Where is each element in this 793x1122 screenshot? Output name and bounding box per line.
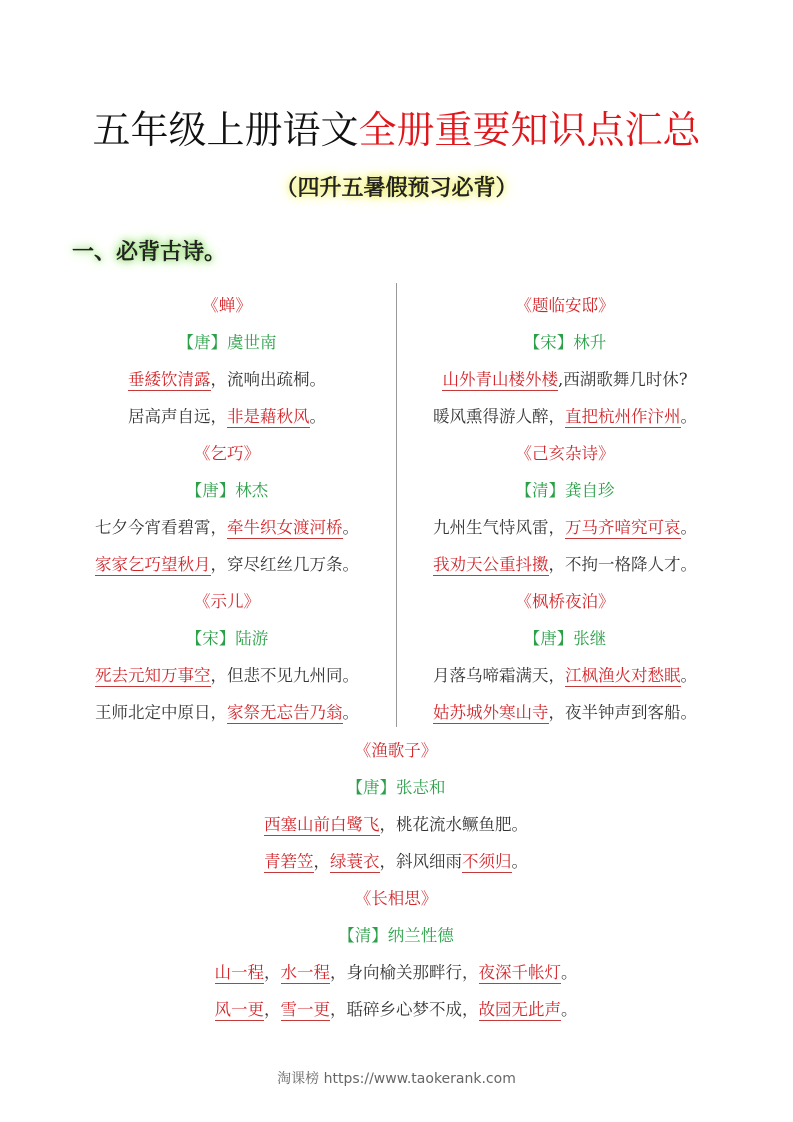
poem-text: ，不拘一格降人才。	[548, 555, 697, 574]
poem-text: 九州生气恃风雷，	[433, 518, 565, 537]
poem-text: ，	[313, 852, 330, 871]
poem-author: 【唐】张志和	[346, 778, 446, 797]
key-phrase: 家祭无忘告乃翁	[227, 703, 343, 722]
poem-text: 暖风熏得游人醉，	[433, 407, 565, 426]
poem-author: 【清】龚自珍	[515, 481, 615, 500]
poem-line	[96, 806, 696, 843]
key-phrase: 西塞山前白鹭飞	[264, 815, 380, 834]
poem-block	[400, 287, 730, 435]
poem-title: 《示儿》	[194, 592, 260, 611]
poem-column-left	[62, 287, 392, 731]
poem-text: 。	[561, 1000, 578, 1019]
poem-line	[62, 657, 392, 694]
poem-text: 。	[309, 407, 326, 426]
poem-text: ，聒碎乡心梦不成，	[330, 1000, 479, 1019]
poem-text: 。	[680, 518, 697, 537]
poem-line	[400, 694, 730, 731]
poem-block	[62, 435, 392, 583]
poem-text: 。	[342, 703, 359, 722]
poem-text: 七夕今宵看碧霄，	[95, 518, 227, 537]
subtitle: （四升五暑假预习必背）	[275, 175, 518, 201]
key-phrase: 我劝天公重抖擞	[433, 555, 549, 574]
poem-text: 。	[680, 666, 697, 685]
poem-author: 【清】纳兰性德	[338, 926, 454, 945]
key-phrase: 非是藉秋风	[227, 407, 310, 426]
poem-text: 居高声自远，	[128, 407, 227, 426]
poem-text: ，身向榆关那畔行，	[330, 963, 479, 982]
poem-block	[96, 732, 696, 880]
key-phrase: 家家乞巧望秋月	[95, 555, 211, 574]
key-phrase: 风一更	[214, 1000, 264, 1019]
poem-text: ，穿尽红丝几万条。	[210, 555, 359, 574]
page-title	[0, 104, 793, 156]
poem-author: 【宋】林升	[523, 333, 607, 352]
key-phrase: 青箬笠	[264, 852, 314, 871]
poem-author: 【唐】虞世南	[177, 333, 277, 352]
poem-title: 《乞巧》	[194, 444, 260, 463]
key-phrase: 山一程	[214, 963, 264, 982]
poem-text: ，	[264, 963, 281, 982]
poem-block	[96, 880, 696, 1028]
poem-text: 。	[511, 852, 528, 871]
key-phrase: 直把杭州作汴州	[565, 407, 681, 426]
poem-line	[400, 546, 730, 583]
footer-watermark: 淘课榜 https://www.taokerank.com	[277, 1071, 516, 1087]
poem-line	[96, 991, 696, 1028]
poem-text: ，但悲不见九州同。	[210, 666, 359, 685]
poem-line	[400, 657, 730, 694]
poem-line	[96, 843, 696, 880]
poem-block	[62, 287, 392, 435]
key-phrase: 万马齐喑究可哀	[565, 518, 681, 537]
column-divider	[396, 283, 397, 727]
key-phrase: 山外青山楼外楼	[442, 370, 558, 389]
poem-title: 《渔歌子》	[354, 741, 438, 760]
poem-text: 。	[342, 518, 359, 537]
poem-text: ，流响出疏桐。	[210, 370, 326, 389]
poem-text: ,西湖歌舞几时休?	[557, 370, 688, 389]
key-phrase: 牵牛织女渡河桥	[227, 518, 343, 537]
poem-title: 《己亥杂诗》	[515, 444, 615, 463]
poem-line	[62, 546, 392, 583]
poem-block	[62, 583, 392, 731]
key-phrase: 绿蓑衣	[330, 852, 380, 871]
poem-text: ，夜半钟声到客船。	[548, 703, 697, 722]
poem-line	[96, 954, 696, 991]
key-phrase: 雪一更	[280, 1000, 330, 1019]
poem-line	[400, 509, 730, 546]
title-part-black: 五年级上册语文	[92, 108, 359, 152]
key-phrase: 夜深千帐灯	[478, 963, 561, 982]
poem-block	[400, 583, 730, 731]
poem-line	[62, 509, 392, 546]
poem-column-center	[96, 732, 696, 1028]
key-phrase: 水一程	[280, 963, 330, 982]
poem-text: ，	[264, 1000, 281, 1019]
poem-line	[400, 398, 730, 435]
poem-block	[400, 435, 730, 583]
poem-column-right	[400, 287, 730, 731]
poem-author: 【宋】陆游	[185, 629, 269, 648]
poem-line	[62, 398, 392, 435]
poem-title: 《长相思》	[354, 889, 438, 908]
title-part-red: 全册重要知识点汇总	[358, 108, 701, 152]
poem-title: 《枫桥夜泊》	[515, 592, 615, 611]
poem-line	[62, 361, 392, 398]
key-phrase: 故园无此声	[478, 1000, 561, 1019]
poem-text: 王师北定中原日，	[95, 703, 227, 722]
poem-title: 《蝉》	[202, 296, 252, 315]
key-phrase: 垂緌饮清露	[128, 370, 211, 389]
poem-author: 【唐】林杰	[185, 481, 269, 500]
key-phrase: 姑苏城外寒山寺	[433, 703, 549, 722]
poem-text: 。	[561, 963, 578, 982]
section-heading: 一、必背古诗。	[72, 239, 227, 265]
poem-text: ，斜风细雨	[379, 852, 462, 871]
poem-title: 《题临安邸》	[515, 296, 615, 315]
poem-text: 。	[680, 407, 697, 426]
key-phrase: 死去元知万事空	[95, 666, 211, 685]
key-phrase: 江枫渔火对愁眠	[565, 666, 681, 685]
poem-text: ，桃花流水鳜鱼肥。	[379, 815, 528, 834]
poem-author: 【唐】张继	[523, 629, 607, 648]
key-phrase: 不须归	[462, 852, 512, 871]
poem-line	[62, 694, 392, 731]
poem-text: 月落乌啼霜满天，	[433, 666, 565, 685]
poem-line	[400, 361, 730, 398]
